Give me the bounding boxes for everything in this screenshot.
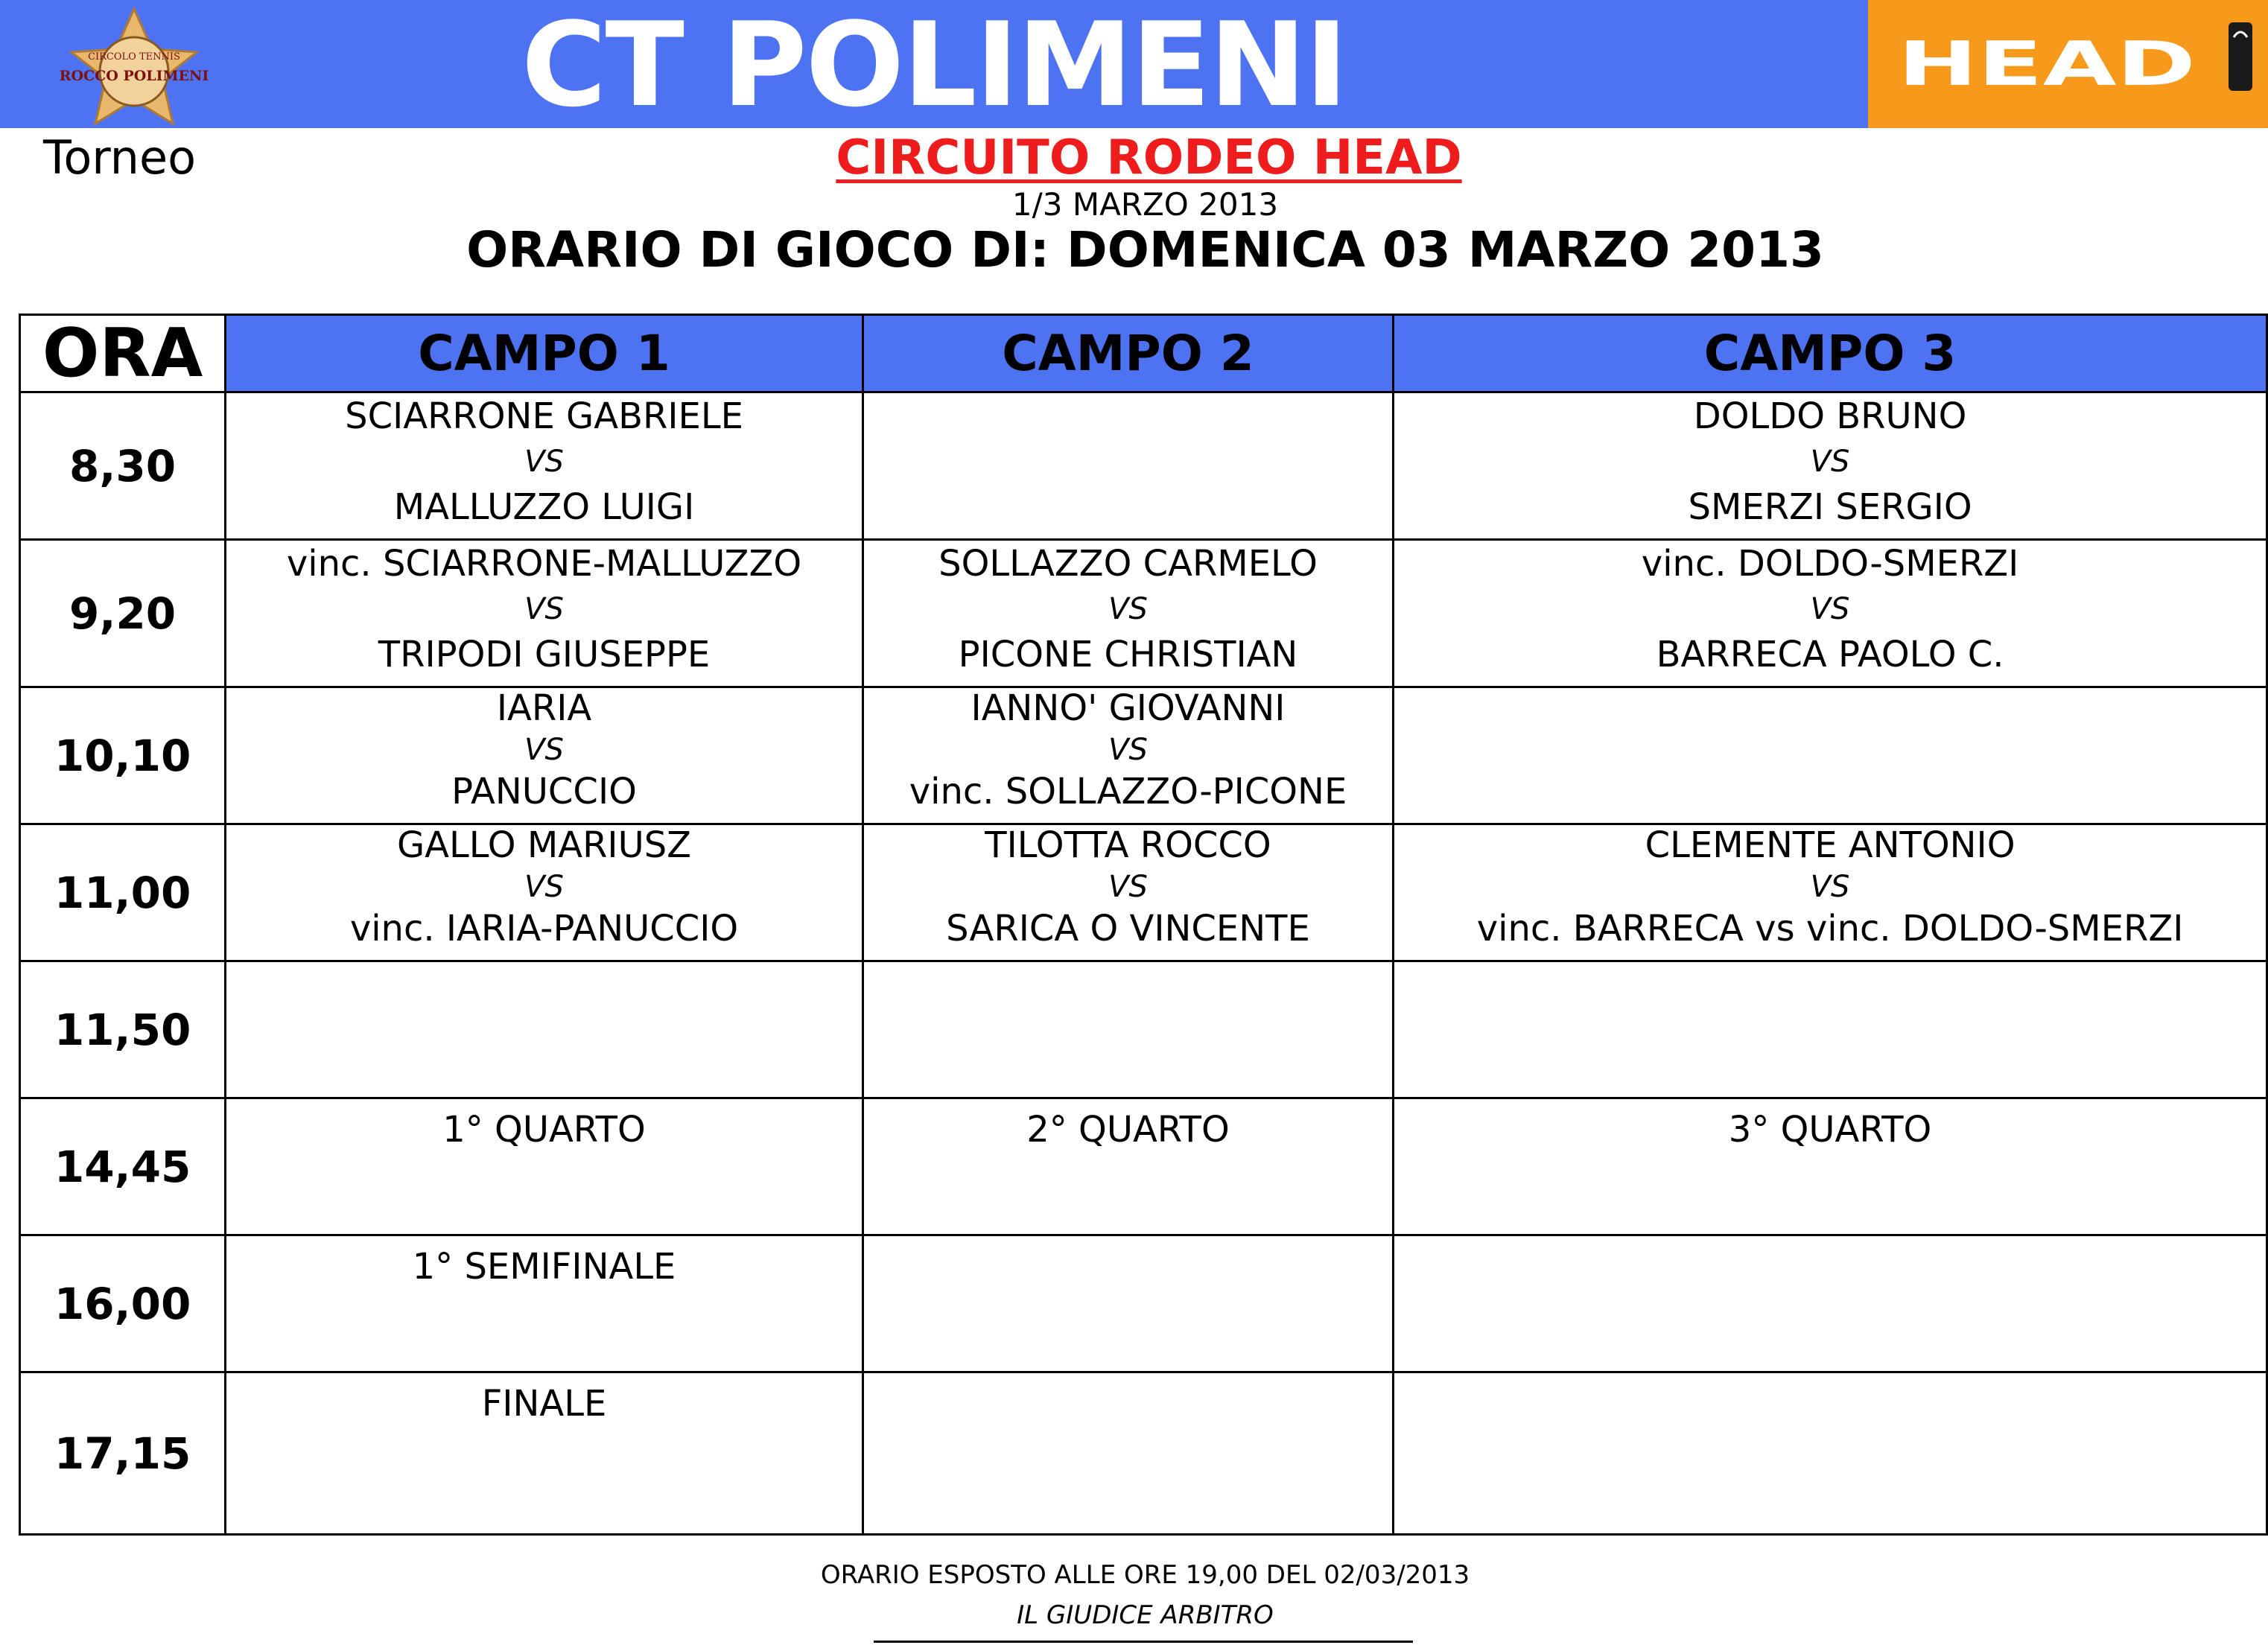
table-row bbox=[20, 1098, 2267, 1235]
player-1: vinc. SCIARRONE-MALLUZZO bbox=[286, 543, 802, 585]
table-row bbox=[20, 687, 2267, 824]
player-2: SMERZI SERGIO bbox=[1688, 486, 1972, 528]
posted-note: ORARIO ESPOSTO ALLE ORE 19,00 DEL 02/03/2013 bbox=[820, 1560, 1470, 1590]
player-1: IANNO' GIOVANNI bbox=[971, 687, 1286, 729]
match-cell bbox=[226, 392, 863, 540]
player-1: IARIA bbox=[496, 687, 592, 729]
player-2: vinc. IARIA-PANUCCIO bbox=[349, 908, 739, 949]
schedule-table bbox=[19, 314, 2268, 1536]
event-label: Torneo bbox=[43, 130, 197, 185]
match-cell bbox=[863, 824, 1393, 961]
time-cell: 17,15 bbox=[20, 1372, 226, 1535]
match-cell bbox=[1394, 824, 2267, 961]
header-row bbox=[20, 315, 2267, 392]
player-1: TILOTTA ROCCO bbox=[985, 824, 1271, 866]
match-cell bbox=[1394, 961, 2267, 1098]
time-cell: 11,50 bbox=[20, 961, 226, 1098]
player-1: CLEMENTE ANTONIO bbox=[1645, 824, 2016, 866]
circuit-title: CIRCUITO RODEO HEAD bbox=[836, 130, 1462, 185]
sponsor-name: HEAD bbox=[1898, 36, 2196, 95]
time-cell: 11,00 bbox=[20, 824, 226, 961]
player-1: 1° SEMIFINALE bbox=[412, 1246, 676, 1288]
schedule-title: ORARIO DI GIOCO DI: DOMENICA 03 MARZO 2013 bbox=[466, 221, 1824, 279]
match-cell bbox=[226, 540, 863, 687]
vs-label: VS bbox=[1810, 592, 1850, 626]
vs-label: VS bbox=[1810, 870, 1850, 904]
table-row bbox=[20, 392, 2267, 540]
table-row bbox=[20, 1372, 2267, 1535]
match-cell bbox=[226, 961, 863, 1098]
racket-icon bbox=[2227, 21, 2254, 92]
vs-label: VS bbox=[524, 445, 564, 479]
vs-label: VS bbox=[524, 592, 564, 626]
match-cell bbox=[1394, 1372, 2267, 1535]
court-2-header: CAMPO 2 bbox=[863, 315, 1393, 392]
player-2: SARICA O VINCENTE bbox=[946, 908, 1310, 949]
referee-label: IL GIUDICE ARBITRO bbox=[1017, 1600, 1274, 1630]
match-cell bbox=[863, 392, 1393, 540]
vs-label: VS bbox=[524, 733, 564, 767]
match-cell bbox=[863, 1098, 1393, 1235]
time-cell: 9,20 bbox=[20, 540, 226, 687]
player-1: SOLLAZZO CARMELO bbox=[938, 543, 1318, 585]
table-row bbox=[20, 540, 2267, 687]
match-cell bbox=[1394, 1235, 2267, 1372]
player-1: 2° QUARTO bbox=[1026, 1109, 1230, 1151]
match-cell bbox=[1394, 540, 2267, 687]
player-1: 3° QUARTO bbox=[1728, 1109, 1932, 1151]
time-cell: 8,30 bbox=[20, 392, 226, 540]
player-2: vinc. SOLLAZZO-PICONE bbox=[909, 771, 1347, 812]
vs-label: VS bbox=[1810, 445, 1850, 479]
match-cell bbox=[1394, 1098, 2267, 1235]
match-cell bbox=[863, 1235, 1393, 1372]
match-cell bbox=[226, 1372, 863, 1535]
player-1: vinc. DOLDO-SMERZI bbox=[1641, 543, 2019, 585]
player-2: BARRECA PAOLO C. bbox=[1656, 634, 2004, 675]
player-2: TRIPODI GIUSEPPE bbox=[378, 634, 711, 675]
vs-label: VS bbox=[1108, 870, 1148, 904]
player-1: FINALE bbox=[481, 1383, 607, 1425]
match-cell bbox=[863, 1372, 1393, 1535]
court-3-header: CAMPO 3 bbox=[1394, 315, 2267, 392]
player-1: GALLO MARIUSZ bbox=[396, 824, 692, 866]
head-logo bbox=[1898, 36, 2211, 95]
court-1-header: CAMPO 1 bbox=[226, 315, 863, 392]
vs-label: VS bbox=[1108, 733, 1148, 767]
player-2: PANUCCIO bbox=[451, 771, 637, 812]
match-cell bbox=[1394, 392, 2267, 540]
table-row bbox=[20, 961, 2267, 1098]
time-cell: 14,45 bbox=[20, 1098, 226, 1235]
event-dates: 1/3 MARZO 2013 bbox=[1011, 186, 1279, 223]
vs-label: VS bbox=[524, 870, 564, 904]
match-cell bbox=[226, 687, 863, 824]
match-cell bbox=[226, 824, 863, 961]
logo-text-main: ROCCO POLIMENI bbox=[60, 68, 209, 84]
vs-label: VS bbox=[1108, 592, 1148, 626]
match-cell bbox=[863, 687, 1393, 824]
player-2: MALLUZZO LUIGI bbox=[393, 486, 695, 528]
match-cell bbox=[226, 1235, 863, 1372]
time-cell: 16,00 bbox=[20, 1235, 226, 1372]
player-1: 1° QUARTO bbox=[442, 1109, 646, 1151]
match-cell bbox=[863, 961, 1393, 1098]
match-cell bbox=[863, 540, 1393, 687]
ora-header: ORA bbox=[20, 315, 226, 392]
player-1: SCIARRONE GABRIELE bbox=[345, 395, 743, 437]
signature-line bbox=[874, 1641, 1413, 1643]
time-cell: 10,10 bbox=[20, 687, 226, 824]
player-2: PICONE CHRISTIAN bbox=[958, 634, 1298, 675]
match-cell bbox=[226, 1098, 863, 1235]
match-cell bbox=[1394, 687, 2267, 824]
table-row bbox=[20, 1235, 2267, 1372]
table-row bbox=[20, 824, 2267, 961]
player-2: vinc. BARRECA vs vinc. DOLDO-SMERZI bbox=[1476, 908, 2184, 949]
player-1: DOLDO BRUNO bbox=[1693, 395, 1967, 437]
logo-text-top: CIRCOLO TENNIS bbox=[88, 51, 180, 63]
club-title: CT POLIMENI bbox=[521, 0, 1347, 133]
